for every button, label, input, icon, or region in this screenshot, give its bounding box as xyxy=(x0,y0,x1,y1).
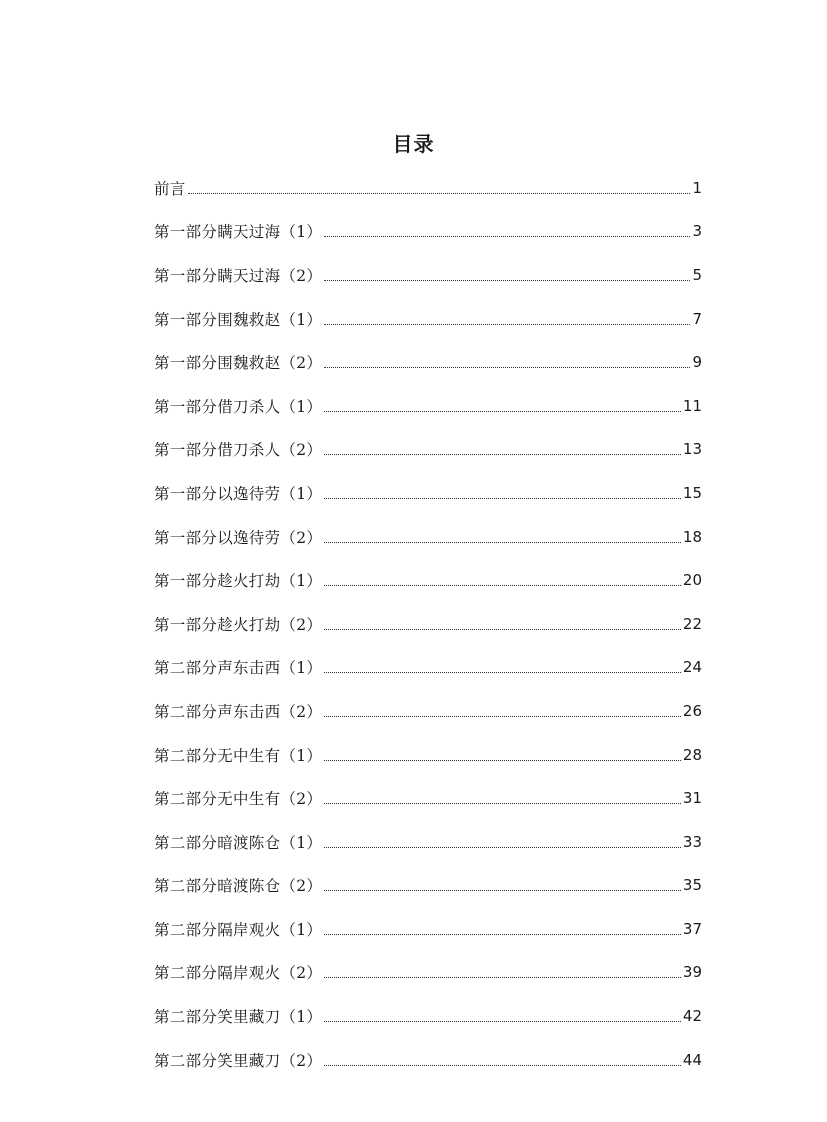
toc-dot-leader xyxy=(324,410,681,412)
toc-entry-label: 第一部分借刀杀人（1） xyxy=(154,397,323,416)
toc-entry[interactable] xyxy=(154,994,702,1038)
toc-entry-page-number: 37 xyxy=(682,919,702,938)
toc-title: 目录 xyxy=(392,132,435,156)
toc-dot-leader xyxy=(324,497,681,499)
toc-entry-page-number: 3 xyxy=(692,222,702,241)
toc-entry[interactable] xyxy=(154,471,702,515)
toc-entry[interactable] xyxy=(154,428,702,472)
toc-entry[interactable] xyxy=(154,646,702,690)
toc-entry-page-number: 28 xyxy=(682,745,702,764)
toc-entry-page-number: 13 xyxy=(682,440,702,459)
toc-dot-leader xyxy=(324,1020,681,1022)
toc-entry-page-number: 5 xyxy=(692,265,702,284)
toc-entry[interactable] xyxy=(154,689,702,733)
toc-entry-label: 第一部分瞒天过海（2） xyxy=(154,266,323,285)
toc-entry-label: 第一部分瞒天过海（1） xyxy=(154,223,323,242)
toc-dot-leader xyxy=(324,235,690,237)
toc-dot-leader xyxy=(324,671,681,673)
toc-entry-label: 第二部分无中生有（2） xyxy=(154,790,323,809)
toc-entry-page-number: 20 xyxy=(682,571,702,590)
toc-entry-label: 第二部分暗渡陈仓（1） xyxy=(154,833,323,852)
toc-dot-leader xyxy=(324,976,681,978)
toc-entry-label: 第一部分趁火打劫（2） xyxy=(154,615,323,634)
toc-dot-leader xyxy=(324,584,681,586)
toc-dot-leader xyxy=(324,628,681,630)
toc-entry-label: 第一部分围魏救赵（1） xyxy=(154,310,323,329)
toc-entry[interactable] xyxy=(154,253,702,297)
toc-entry[interactable] xyxy=(154,951,702,995)
toc-dot-leader xyxy=(324,279,690,281)
toc-entry-label: 第二部分声东击西（2） xyxy=(154,702,323,721)
toc-entry-page-number: 44 xyxy=(682,1050,702,1069)
toc-entry-label: 第一部分借刀杀人（2） xyxy=(154,441,323,460)
toc-entry[interactable] xyxy=(154,1038,702,1082)
toc-entry-label: 第一部分以逸待劳（1） xyxy=(154,484,323,503)
toc-entry[interactable] xyxy=(154,733,702,777)
toc-entry[interactable] xyxy=(154,384,702,428)
toc-entry-page-number: 24 xyxy=(682,658,702,677)
toc-entry-label: 第一部分围魏救赵（2） xyxy=(154,354,323,373)
toc-entry-label: 第一部分以逸待劳（2） xyxy=(154,528,323,547)
toc-entry-label: 第二部分笑里藏刀（1） xyxy=(154,1008,323,1027)
toc-entry-page-number: 35 xyxy=(682,876,702,895)
toc-entry[interactable] xyxy=(154,166,702,210)
toc-entry-label: 第二部分隔岸观火（1） xyxy=(154,920,323,939)
toc-dot-leader xyxy=(324,366,690,368)
toc-dot-leader xyxy=(188,192,691,194)
toc-dot-leader xyxy=(324,802,681,804)
toc-entry-page-number: 42 xyxy=(682,1007,702,1026)
toc-entry-page-number: 26 xyxy=(682,701,702,720)
toc-entry-page-number: 15 xyxy=(682,483,702,502)
toc-entry[interactable] xyxy=(154,515,702,559)
toc-entry[interactable] xyxy=(154,602,702,646)
toc-dot-leader xyxy=(324,933,681,935)
toc-entry-page-number: 39 xyxy=(682,963,702,982)
toc-entry-page-number: 31 xyxy=(682,789,702,808)
toc-dot-leader xyxy=(324,889,681,891)
toc-entry[interactable] xyxy=(154,820,702,864)
toc-entry-page-number: 11 xyxy=(682,396,702,415)
toc-dot-leader xyxy=(324,1064,681,1066)
toc-entry[interactable] xyxy=(154,776,702,820)
toc-dot-leader xyxy=(324,453,681,455)
toc-entry-label: 第二部分笑里藏刀（2） xyxy=(154,1051,323,1070)
toc-entry-label: 第一部分趁火打劫（1） xyxy=(154,572,323,591)
toc-entry[interactable] xyxy=(154,210,702,254)
toc-entry[interactable] xyxy=(154,558,702,602)
toc-entry-page-number: 7 xyxy=(692,309,702,328)
toc-dot-leader xyxy=(324,846,681,848)
toc-entry-page-number: 22 xyxy=(682,614,702,633)
toc-entry-page-number: 1 xyxy=(692,178,702,197)
toc-entry-page-number: 9 xyxy=(692,353,702,372)
toc-list xyxy=(154,166,702,1081)
toc-dot-leader xyxy=(324,715,681,717)
toc-dot-leader xyxy=(324,759,681,761)
toc-dot-leader xyxy=(324,323,690,325)
toc-entry-label: 前言 xyxy=(154,179,186,198)
toc-entry[interactable] xyxy=(154,907,702,951)
toc-dot-leader xyxy=(324,541,681,543)
toc-entry-label: 第二部分无中生有（1） xyxy=(154,746,323,765)
toc-entry-label: 第二部分隔岸观火（2） xyxy=(154,964,323,983)
toc-entry-page-number: 18 xyxy=(682,527,702,546)
toc-entry-label: 第二部分声东击西（1） xyxy=(154,659,323,678)
toc-entry[interactable] xyxy=(154,297,702,341)
toc-entry[interactable] xyxy=(154,340,702,384)
toc-entry-label: 第二部分暗渡陈仓（2） xyxy=(154,877,323,896)
toc-entry-page-number: 33 xyxy=(682,832,702,851)
toc-entry[interactable] xyxy=(154,864,702,908)
